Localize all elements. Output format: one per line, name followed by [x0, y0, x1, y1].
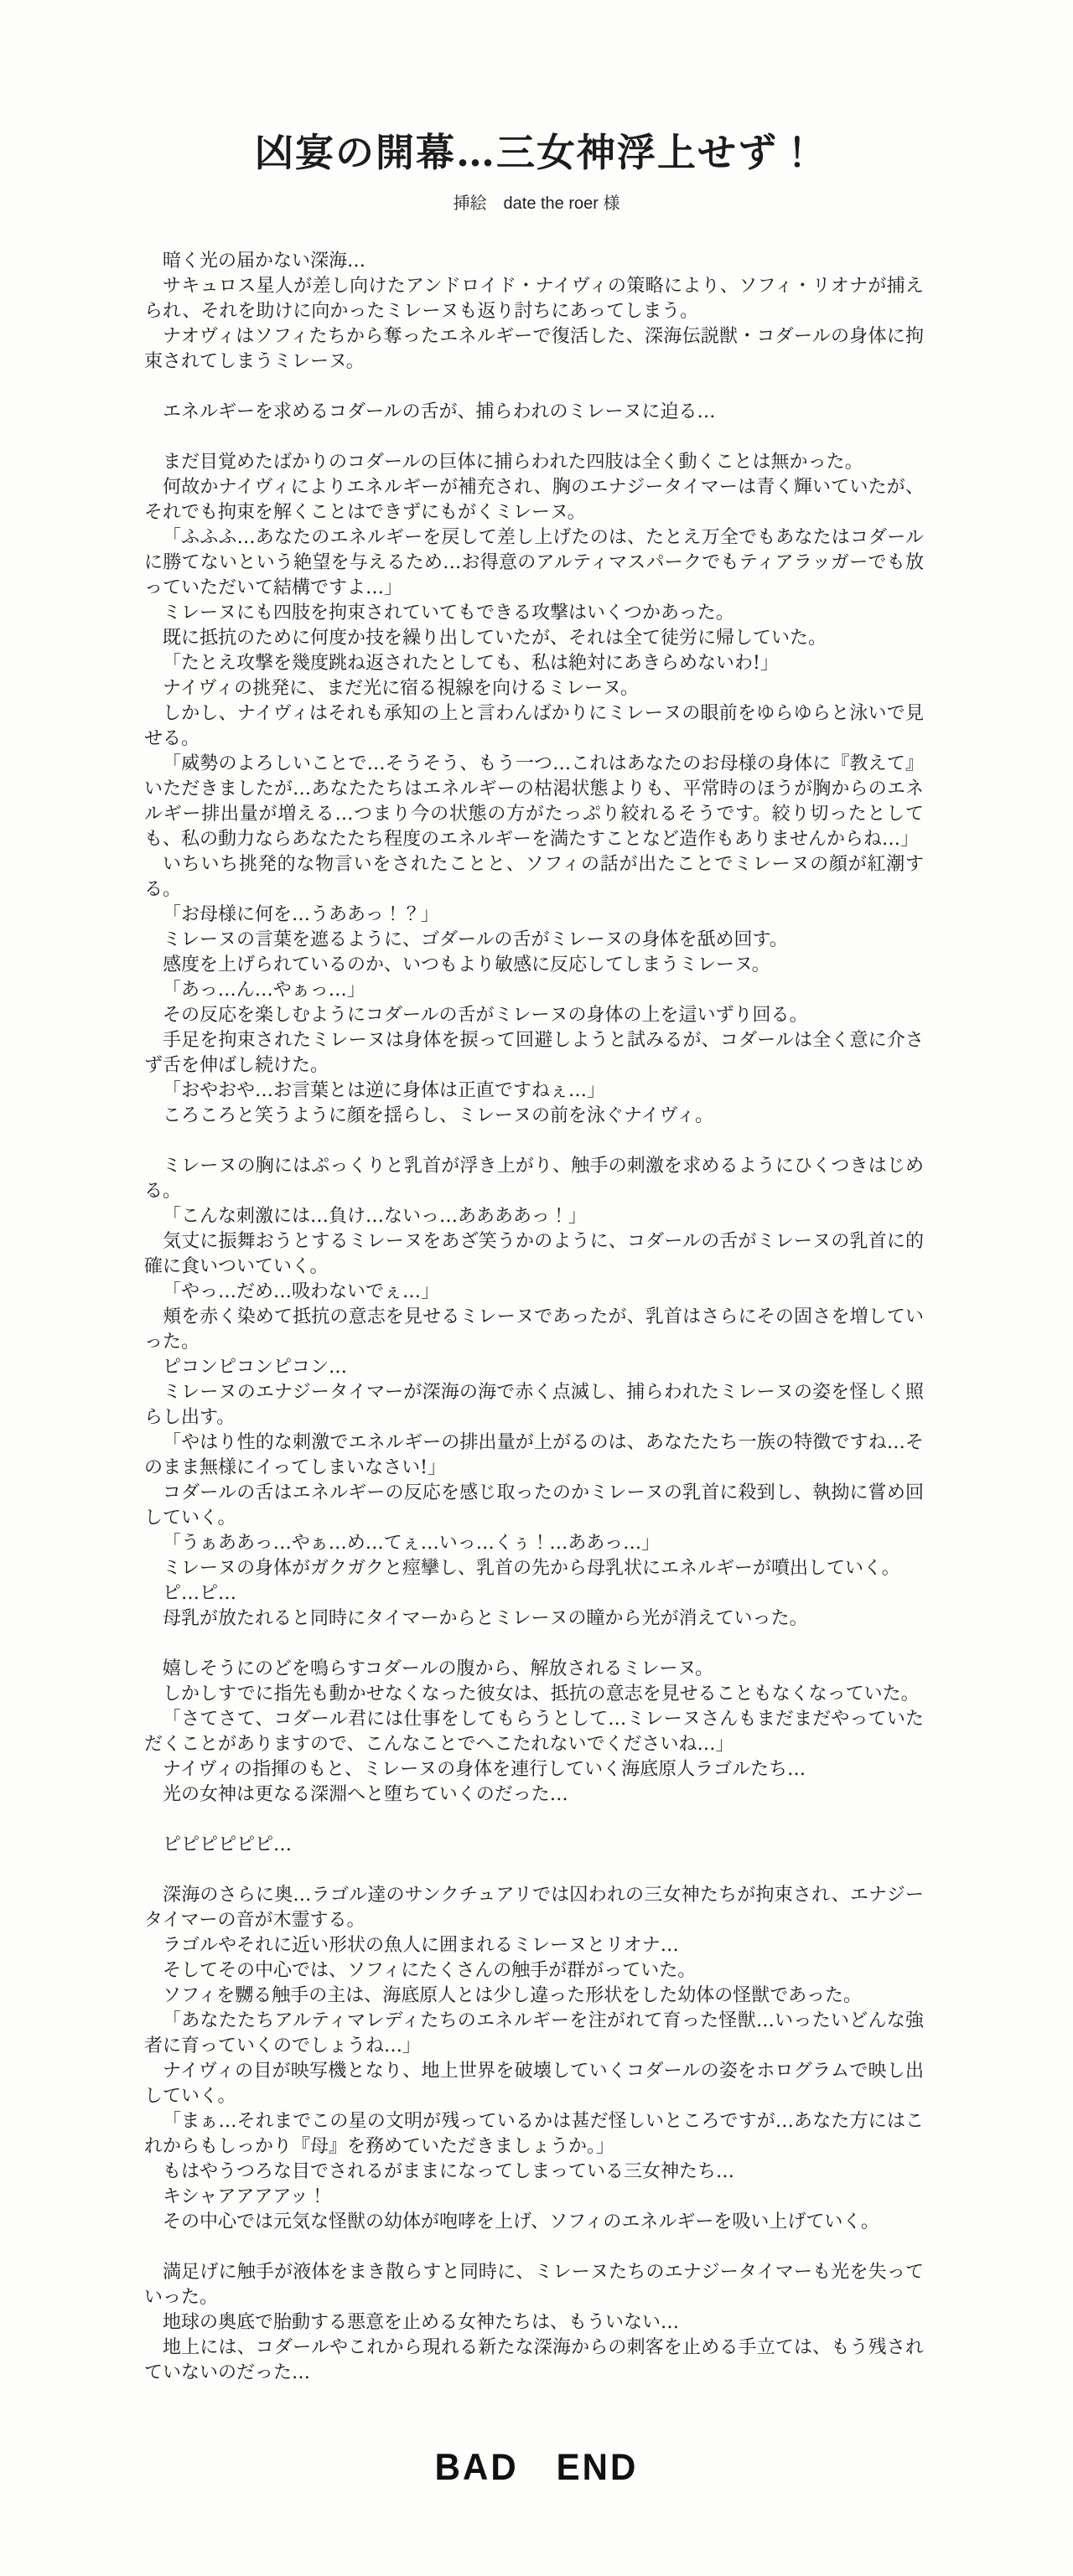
paragraph: ナイヴィの目が映写機となり、地上世界を破壊していくコダールの姿をホログラムで映し出していく。 — [144, 2061, 924, 2107]
paragraph: 暗く光の届かない深海… — [163, 251, 366, 272]
illustration-credit: 挿絵 date the roer 様 — [453, 194, 620, 213]
paragraph: そしてその中心では、ソフィにたくさんの触手が群がっていた。 — [163, 1960, 697, 1981]
paragraph: ミレーヌの言葉を遮るように、ゴダールの舌がミレーヌの身体を舐め回す。 — [163, 929, 788, 950]
paragraph: ナイヴィの挑発に、まだ光に宿る視線を向けるミレーヌ。 — [163, 678, 639, 699]
paragraph: 地球の奥底で胎動する悪意を止める女神たちは、もういない… — [163, 2312, 680, 2333]
blank-line — [144, 2235, 924, 2260]
paragraph: ミレーヌの胸にはぷっくりと乳首が浮き上がり、触手の刺激を求めるようにひくつきはじめる。 — [144, 1156, 924, 1202]
paragraph: ナイヴィの指揮のもと、ミレーヌの身体を連行していく海底原人ラゴルたち… — [163, 1759, 806, 1780]
paragraph: 深海のさらに奥…ラゴル達のサンクチュアリでは囚われの三女神たちが拘束され、エナジータイマーの音が木霊する。 — [144, 1885, 924, 1931]
paragraph: 「おやおや…お言葉とは逆に身体は正直ですねぇ…」 — [163, 1080, 606, 1101]
paragraph: 地上には、コダールやこれから現れる新たな深海からの刺客を止める手立ては、もう残されていないのだった… — [144, 2337, 924, 2383]
paragraph: 感度を上げられているのか、いつもより敏感に反応してしまうミレーヌ。 — [163, 954, 770, 975]
paragraph: 「たとえ攻撃を幾度跳ね返されたとしても、私は絶対にあきらめないわ!」 — [163, 653, 779, 674]
paragraph: ミレーヌにも四肢を拘束されていてもできる攻撃はいくつかあった。 — [163, 603, 734, 623]
paragraph: 頬を赤く染めて抵抗の意志を見せるミレーヌであったが、乳首はさらにその固さを増していった。 — [144, 1306, 924, 1353]
blank-line — [144, 1632, 924, 1657]
bad-end-label: BAD END — [434, 2445, 639, 2488]
paragraph: その反応を楽しむようにコダールの舌がミレーヌの身体の上を這いずり回る。 — [163, 1005, 808, 1026]
paragraph: 「まぁ…それまでこの星の文明が残っているかは甚だ怪しいところですが…あなた方にはこれからもしっかり『母』を務めていただきましょうか。」 — [144, 2111, 924, 2157]
paragraph: 光の女神は更なる深淵へと堕ちていくのだった… — [163, 1784, 568, 1805]
paragraph: その中心では元気な怪獣の幼体が咆哮を上げ、ソフィのエネルギーを吸い上げていく。 — [163, 2211, 879, 2232]
paragraph: 気丈に振舞おうとするミレーヌをあざ笑うかのように、コダールの舌がミレーヌの乳首に的確に食いついていく。 — [144, 1231, 924, 1277]
story-body — [144, 249, 924, 2386]
paragraph: 「さてさて、コダール君には仕事をしてもらうとして…ミレーヌさんもまだまだやっていただくことがありますので、こんなことでへこたれないでくださいね…」 — [144, 1709, 924, 1755]
paragraph: ピピピピピピ… — [163, 1834, 293, 1855]
paragraph: ピ…ピ… — [163, 1583, 237, 1604]
paragraph: しかしすでに指先も動かせなくなった彼女は、抵抗の意志を見せることもなくなっていた。 — [163, 1684, 920, 1704]
paragraph: 「ふふふ…あなたのエネルギーを戻して差し上げたのは、たとえ万全でもあなたはコダールに勝てないという絶望を与えるため…お得意のアルティマスパークでもティアラッガーでも放っていただいて結構ですよ…」 — [144, 527, 924, 598]
blank-line — [144, 425, 924, 450]
paragraph: 「こんな刺激には…負け…ないっ…ああああっ！」 — [163, 1206, 587, 1227]
paragraph: 「やっ…だめ…吸わないでぇ…」 — [163, 1281, 440, 1302]
paragraph: 何故かナイヴィによりエネルギーが補充され、胸のエナジータイマーは青く輝いていたが、それでも拘束を解くことはできずにもがくミレーヌ。 — [144, 477, 924, 523]
paragraph: 満足げに触手が液体をまき散らすと同時に、ミレーヌたちのエナジータイマーも光を失っていった。 — [144, 2262, 924, 2308]
paragraph: 手足を拘束されたミレーヌは身体を捩って回避しようと試みるが、コダールは全く意に介さず舌を伸ばし続けた。 — [144, 1030, 924, 1076]
paragraph: 「やはり性的な刺激でエネルギーの排出量が上がるのは、あなたたち一族の特徴ですね…そのまま無様にイってしまいなさい!」 — [144, 1432, 924, 1478]
paragraph: 「威勢のよろしいことで…そうそう、もう一つ…これはあなたのお母様の身体に『教えて』いただきましたが…あなたたちはエネルギーの枯渇状態よりも、平常時のほうが胸からのエネルギー排出量が増える…つまり今の状態の方がたっぷり絞れるそうです。絞り切ったとしても、私の動力ならあなたたち程度のエネルギーを満たすことなど造作もありませんからね…」 — [144, 753, 924, 850]
paragraph: コダールの舌はエネルギーの反応を感じ取ったのかミレーヌの乳首に殺到し、執拗に嘗め回していく。 — [144, 1482, 924, 1529]
paragraph: ナオヴィはソフィたちから奪ったエネルギーで復活した、深海伝説獣・コダールの身体に拘束されてしまうミレーヌ。 — [144, 326, 924, 372]
paragraph: ミレーヌの身体がガクガクと痙攣し、乳首の先から母乳状にエネルギーが噴出していく。 — [163, 1558, 900, 1579]
paragraph: いちいち挑発的な物言いをされたことと、ソフィの話が出たことでミレーヌの顔が紅潮する。 — [144, 854, 924, 900]
paragraph: ソフィを嬲る触手の主は、海底原人とは少し違った形状をした幼体の怪獣であった。 — [163, 1985, 863, 2006]
paragraph: 「お母様に何を…うああっ！？」 — [163, 904, 439, 925]
paragraph: 既に抵抗のために何度か技を繰り出していたが、それは全て徒労に帰していた。 — [163, 628, 827, 649]
paragraph: 「あっ…ん…やぁっ…」 — [163, 980, 365, 1001]
blank-line — [144, 1129, 924, 1154]
paragraph: サキュロス星人が差し向けたアンドロイド・ナイヴィの策略により、ソフィ・リオナが捕えられ、それを助けに向かったミレーヌも返り討ちにあってしまう。 — [144, 276, 924, 322]
paragraph: ミレーヌのエナジータイマーが深海の海で赤く点滅し、捕らわれたミレーヌの姿を怪しく照らし出す。 — [144, 1382, 924, 1428]
paragraph: 「うぁああっ…やぁ…め…てぇ…いっ…くぅ！…ああっ…」 — [163, 1533, 661, 1554]
paragraph: エネルギーを求めるコダールの舌が、捕らわれのミレーヌに迫る… — [163, 401, 716, 422]
paragraph: ころころと笑うように顔を揺らし、ミレーヌの前を泳ぐナイヴィ。 — [163, 1105, 714, 1126]
paragraph: もはやうつろな目でされるがままになってしまっている三女神たち… — [163, 2161, 735, 2182]
blank-line — [144, 375, 924, 400]
paragraph: キシャアアアアッ！ — [163, 2186, 327, 2207]
blank-line — [144, 1858, 924, 1883]
paragraph: 嬉しそうにのどを鳴らすコダールの腹から、解放されるミレーヌ。 — [163, 1658, 714, 1679]
paragraph: ピコンピコンピコン… — [163, 1357, 348, 1378]
paragraph: ラゴルやそれに近い形状の魚人に囲まれるミレーヌとリオナ… — [163, 1935, 679, 1956]
paragraph: しかし、ナイヴィはそれも承知の上と言わんばかりにミレーヌの眼前をゆらゆらと泳いで見せる。 — [144, 703, 924, 749]
story-title: 凶宴の開幕…三女神浮上せず！ — [255, 130, 818, 175]
blank-line — [144, 1808, 924, 1833]
paragraph: まだ目覚めたばかりのコダールの巨体に捕らわれた四肢は全く動くことは無かった。 — [163, 452, 863, 473]
paragraph: 「あなたたちアルティマレディたちのエネルギーを注がれて育った怪獣…いったいどんな強者に育っていくのでしょうね…」 — [144, 2010, 924, 2056]
paragraph: 母乳が放たれると同時にタイマーからとミレーヌの瞳から光が消えていった。 — [163, 1608, 808, 1629]
